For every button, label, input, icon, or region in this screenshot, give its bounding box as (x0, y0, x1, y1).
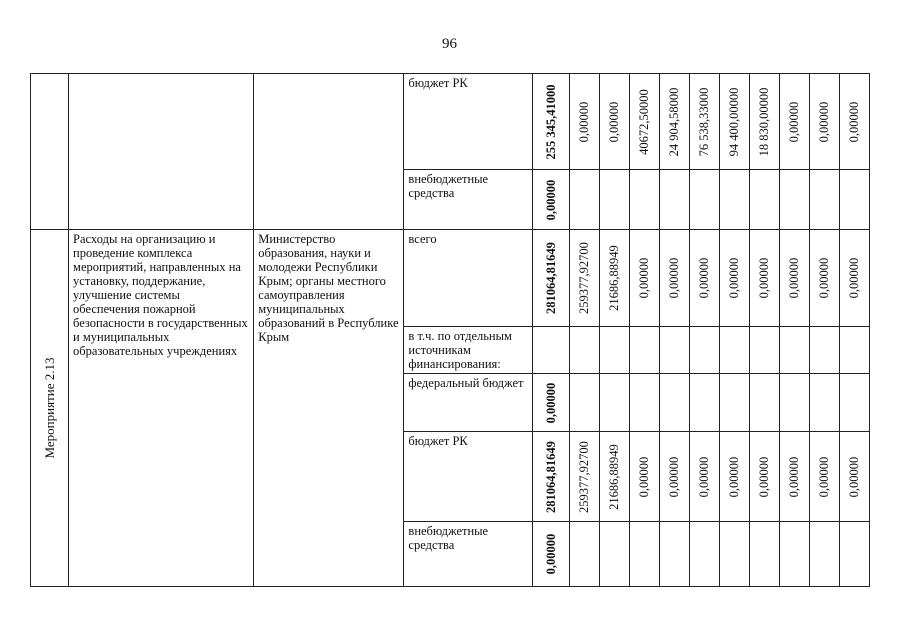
source-cell (404, 327, 532, 374)
value-cell (749, 522, 779, 587)
value-cell (629, 170, 659, 230)
total-cell-value: 255 345,41000 (543, 84, 558, 159)
value-cell-value: 94 400,00000 (727, 87, 742, 156)
value-cell (719, 170, 749, 230)
value-cell (599, 432, 629, 522)
value-cell (629, 432, 659, 522)
value-cell-value: 0,00000 (607, 101, 622, 142)
page-number: 96 (442, 36, 457, 52)
value-cell (719, 432, 749, 522)
value-cell (569, 74, 599, 170)
source-cell (404, 432, 532, 522)
value-cell-value: 0,00000 (727, 257, 742, 299)
value-cell (839, 327, 869, 374)
value-cell (599, 230, 629, 327)
value-cell (659, 374, 689, 432)
value-cell (719, 327, 749, 374)
description-cell (69, 230, 254, 587)
value-cell (809, 170, 839, 230)
value-cell-value: 0,00000 (697, 456, 712, 497)
value-cell-value: 0,00000 (847, 456, 862, 497)
source-cell (404, 74, 532, 170)
description-cell (69, 74, 254, 230)
value-cell (779, 374, 809, 432)
value-cell-value: 0,00000 (667, 456, 682, 497)
value-cell (839, 432, 869, 522)
value-cell (719, 374, 749, 432)
value-cell (779, 522, 809, 587)
value-cell-value: 0,00000 (757, 456, 772, 497)
value-cell (809, 230, 839, 327)
value-cell (599, 522, 629, 587)
total-cell-value: 281064,81649 (543, 242, 558, 314)
value-cell (569, 374, 599, 432)
value-cell (719, 522, 749, 587)
total-cell (532, 327, 569, 374)
value-cell (779, 327, 809, 374)
value-cell (809, 74, 839, 170)
value-cell-value: 76 538,33000 (697, 87, 712, 156)
value-cell (749, 170, 779, 230)
value-cell (629, 327, 659, 374)
value-cell (839, 374, 869, 432)
source-cell-text: бюджет РК (408, 76, 468, 90)
source-cell (404, 522, 532, 587)
value-cell (569, 327, 599, 374)
executor-cell (254, 74, 404, 230)
total-cell (532, 230, 569, 327)
value-cell-value: 0,00000 (637, 456, 652, 497)
value-cell-value: 21686,88949 (607, 245, 622, 311)
measure-cell (31, 230, 69, 587)
source-cell-text: всего (408, 232, 437, 246)
value-cell (809, 522, 839, 587)
value-cell-value: 0,00000 (847, 101, 862, 142)
value-cell (599, 74, 629, 170)
source-cell-text: бюджет РК (408, 434, 468, 448)
value-cell (629, 230, 659, 327)
value-cell (779, 432, 809, 522)
value-cell (719, 74, 749, 170)
table-row (31, 230, 870, 327)
executor-cell (254, 230, 404, 587)
value-cell (839, 522, 869, 587)
value-cell (839, 74, 869, 170)
value-cell (779, 230, 809, 327)
source-cell (404, 170, 532, 230)
value-cell (569, 522, 599, 587)
value-cell-value: 0,00000 (787, 257, 802, 299)
value-cell-value: 0,00000 (757, 257, 772, 299)
source-cell-text: федеральный бюджет (408, 376, 524, 390)
value-cell-value: 0,00000 (697, 257, 712, 299)
value-cell (749, 327, 779, 374)
value-cell (659, 432, 689, 522)
value-cell-value: 0,00000 (787, 456, 802, 497)
value-cell (839, 170, 869, 230)
value-cell-value: 0,00000 (727, 456, 742, 497)
value-cell-value: 0,00000 (817, 456, 832, 497)
source-cell-text: внебюджетные средства (408, 172, 489, 200)
total-cell (532, 170, 569, 230)
source-cell (404, 230, 532, 327)
value-cell (659, 522, 689, 587)
value-cell (779, 74, 809, 170)
total-cell (532, 374, 569, 432)
value-cell-value: 259377,92700 (577, 242, 592, 314)
value-cell (689, 327, 719, 374)
description-cell-text: Расходы на организацию и проведение комплекса мероприятий, направленных на установку, поддержание, улучшение системы обеспечения пожарной безопасности в государственных и муниципальных образовательных учреждениях (73, 232, 248, 358)
value-cell-value: 0,00000 (667, 257, 682, 299)
total-cell (532, 522, 569, 587)
value-cell (659, 230, 689, 327)
value-cell (569, 170, 599, 230)
value-cell (599, 374, 629, 432)
source-cell (404, 374, 532, 432)
value-cell-value: 24 904,58000 (667, 87, 682, 156)
value-cell (629, 522, 659, 587)
value-cell (629, 374, 659, 432)
table-row (31, 74, 870, 170)
value-cell (749, 432, 779, 522)
total-cell-value: 0,00000 (543, 382, 558, 423)
value-cell (629, 74, 659, 170)
value-cell (749, 74, 779, 170)
value-cell (839, 230, 869, 327)
executor-cell-text: Министерство образования, науки и молодежи Республики Крым; органы местного самоуправления муниципальных образований в Республике Крым (258, 232, 399, 344)
value-cell-value: 0,00000 (577, 101, 592, 142)
value-cell (809, 432, 839, 522)
total-cell-value: 0,00000 (543, 533, 558, 575)
total-cell-value: 0,00000 (543, 179, 558, 220)
value-cell (689, 74, 719, 170)
value-cell-value: 0,00000 (637, 257, 652, 299)
measure-label: Мероприятие 2.13 (41, 357, 57, 459)
value-cell (779, 170, 809, 230)
value-cell-value: 0,00000 (817, 101, 832, 142)
value-cell (809, 327, 839, 374)
source-cell-text: внебюджетные средства (408, 524, 489, 552)
value-cell (569, 432, 599, 522)
value-cell-value: 18 830,00000 (757, 87, 772, 156)
value-cell (659, 327, 689, 374)
value-cell (569, 230, 599, 327)
value-cell (749, 230, 779, 327)
value-cell (749, 374, 779, 432)
source-cell-text: в т.ч. по отдельным источникам финансирования: (408, 329, 512, 371)
total-cell (532, 74, 569, 170)
total-cell (532, 432, 569, 522)
value-cell (689, 230, 719, 327)
value-cell (809, 374, 839, 432)
value-cell (599, 170, 629, 230)
value-cell (689, 374, 719, 432)
value-cell (719, 230, 749, 327)
financing-table (30, 73, 870, 587)
value-cell (689, 522, 719, 587)
value-cell-value: 0,00000 (787, 101, 802, 142)
value-cell-value: 40672,50000 (637, 88, 652, 155)
value-cell (689, 432, 719, 522)
value-cell (599, 327, 629, 374)
measure-cell (31, 74, 69, 230)
value-cell (659, 74, 689, 170)
value-cell-value: 21686,88949 (607, 443, 622, 510)
value-cell (689, 170, 719, 230)
total-cell-value: 281064,81649 (543, 440, 558, 513)
value-cell-value: 0,00000 (817, 257, 832, 299)
value-cell-value: 259377,92700 (577, 440, 592, 513)
value-cell-value: 0,00000 (847, 257, 862, 299)
value-cell (659, 170, 689, 230)
